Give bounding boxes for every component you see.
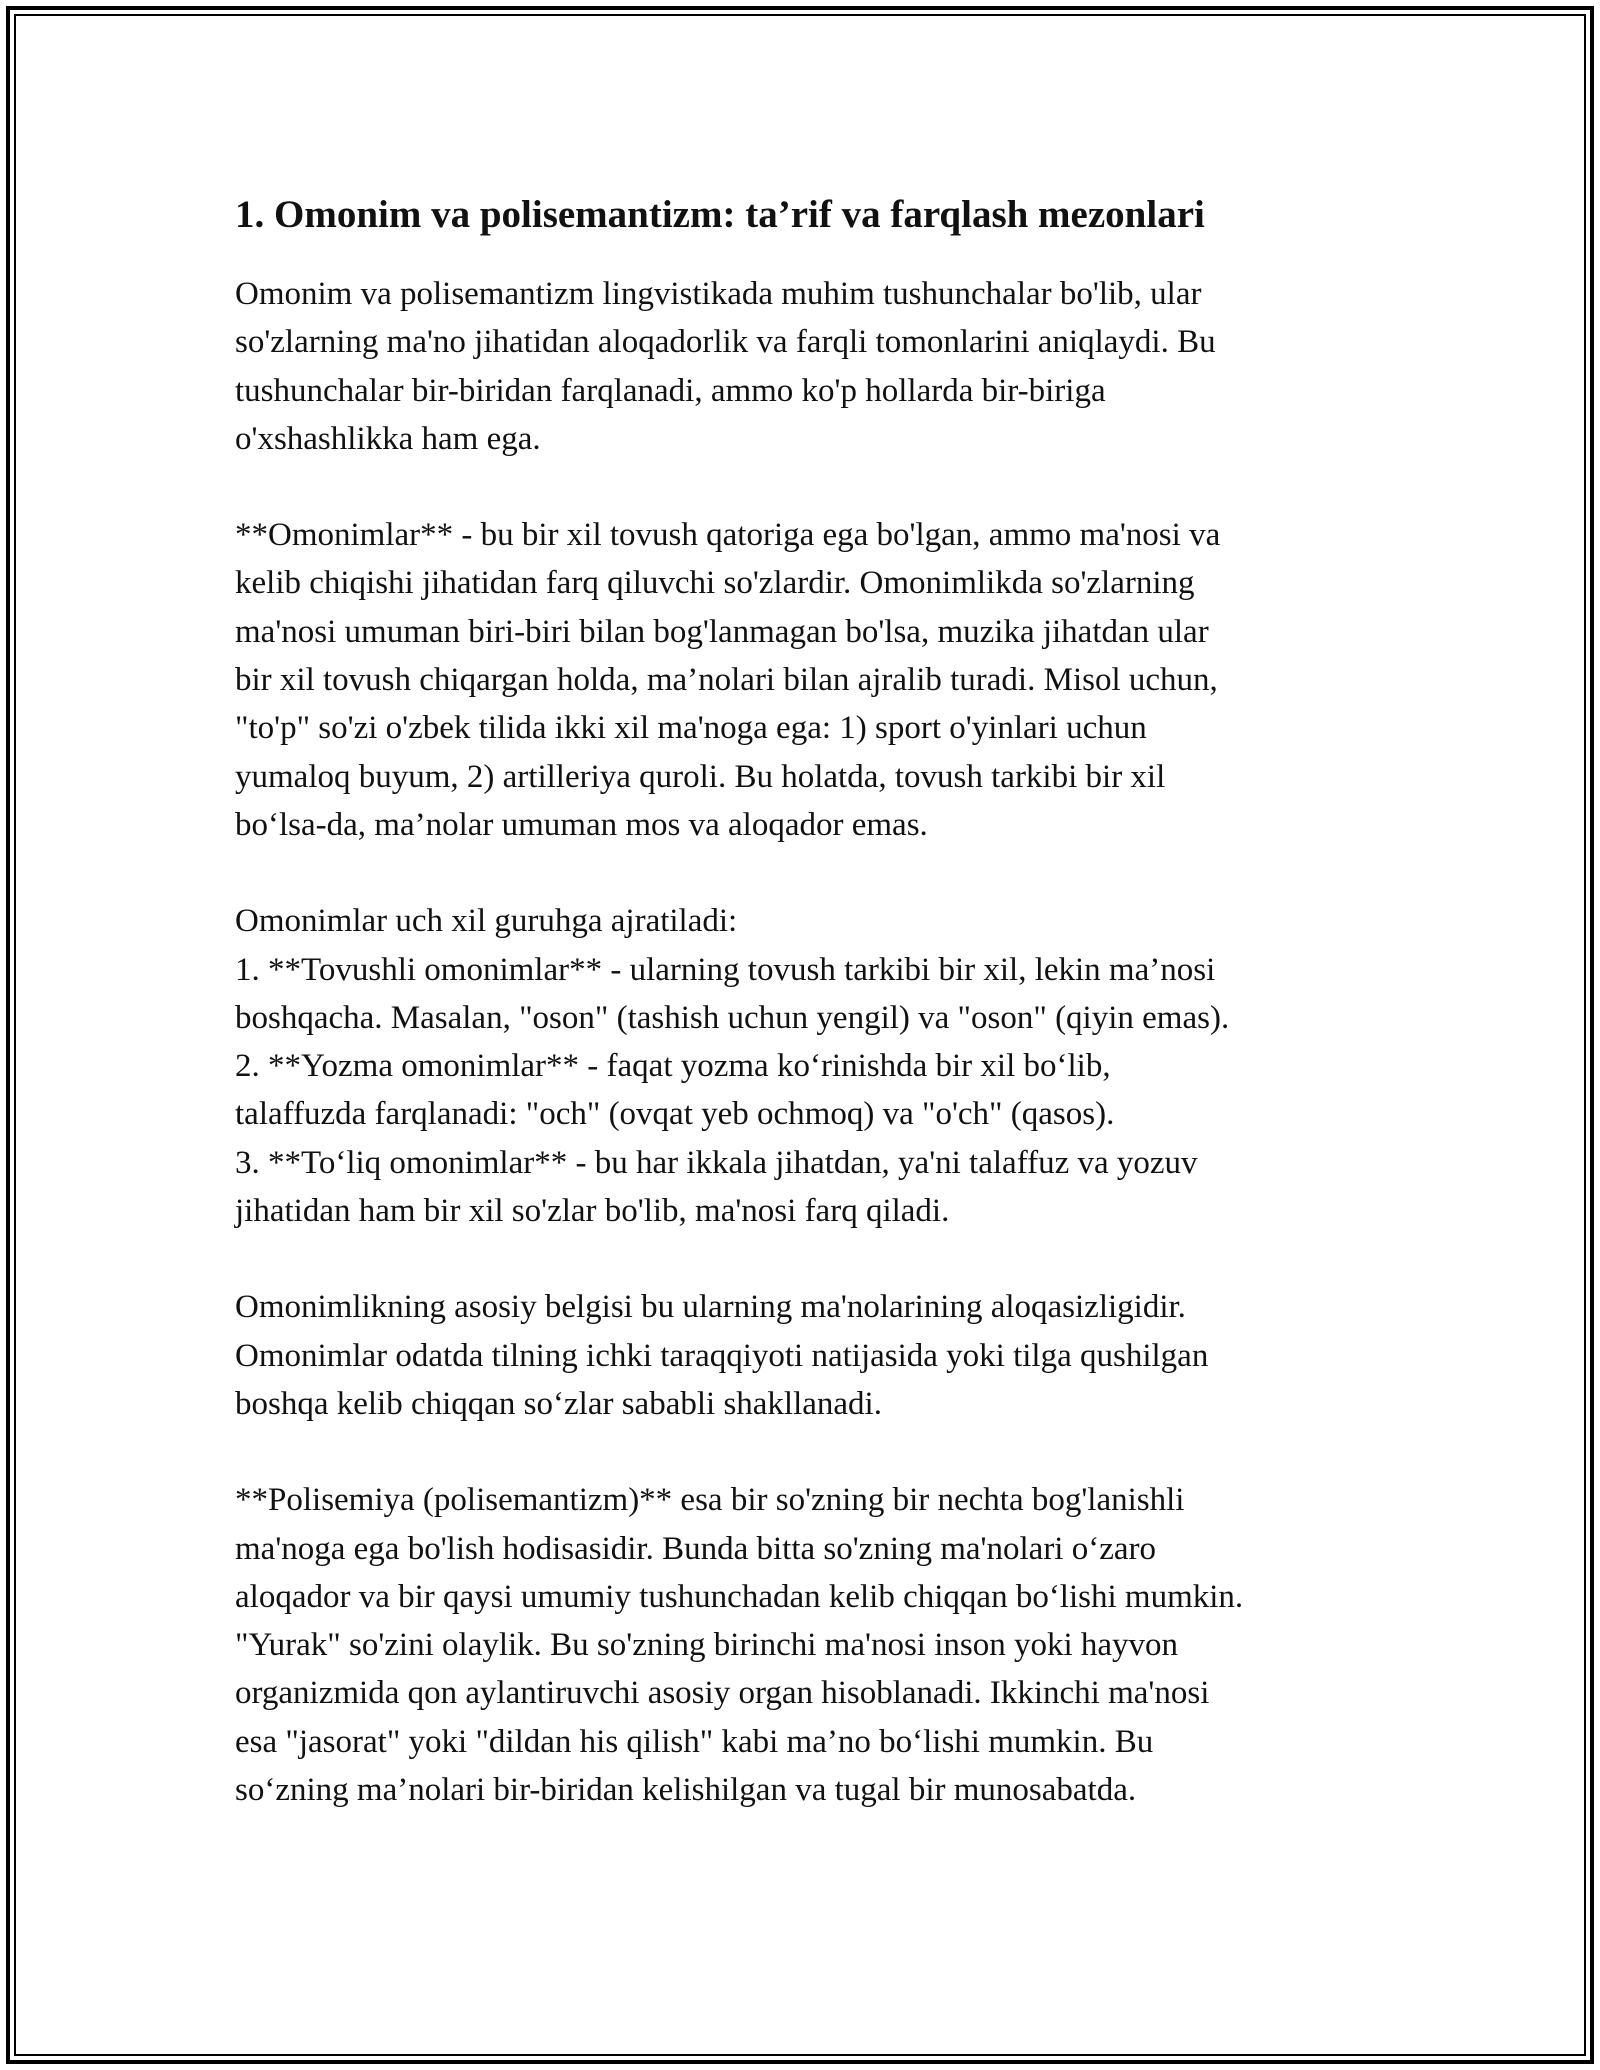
text-line: aloqador va bir qaysi umumiy tushunchadan kelib chiqqan bo‘lishi mumkin. (235, 1578, 1244, 1615)
paragraph-intro (235, 270, 1375, 463)
text-line: **Polisemiya (polisemantizm)** esa bir so'zning bir nechta bog'lanishli (235, 1482, 1185, 1519)
text-line: organizmida qon aylantiruvchi asosiy organ hisoblanadi. Ikkinchi ma'nosi (235, 1675, 1210, 1712)
paragraph-homonyms-definition (235, 511, 1375, 849)
text-line: "Yurak" so'zini olaylik. Bu so'zning birinchi ma'nosi inson yoki hayvon (235, 1627, 1179, 1664)
list-item: 3. **To‘liq omonimlar** - bu har ikkala jihatdan, ya'ni talaffuz va yozuv (235, 1144, 1198, 1181)
list-item: 2. **Yozma omonimlar** - faqat yozma ko‘rinishda bir xil bo‘lib, (235, 1048, 1111, 1085)
text-line: Omonimlar uch xil guruhga ajratiladi: (235, 903, 738, 940)
text-line: bo‘lsa-da, ma’nolar umuman mos va aloqador emas. (235, 806, 928, 843)
paragraph-polysemy (235, 1476, 1375, 1814)
text-line: jihatidan ham bir xil so'zlar bo'lib, ma'nosi farq qiladi. (235, 1193, 950, 1230)
document-page (235, 190, 1375, 1862)
text-line: so'zlarning ma'no jihatidan aloqadorlik va farqli tomonlarini aniqlaydi. Bu (235, 324, 1216, 361)
text-line: Omonimlikning asosiy belgisi bu ularning ma'nolarining aloqasizligidir. (235, 1289, 1186, 1326)
text-line: boshqa kelib chiqqan so‘zlar sababli shakllanadi. (235, 1385, 882, 1422)
paragraph-homonymy-features (235, 1283, 1375, 1428)
paragraph-homonym-groups (235, 897, 1375, 1235)
text-line: boshqacha. Masalan, "oson" (tashish uchun yengil) va "oson" (qiyin emas). (235, 999, 1230, 1036)
text-line: bir xil tovush chiqargan holda, ma’nolari bilan ajralib turadi. Misol uchun, (235, 662, 1218, 699)
document-title: 1. Omonim va polisemantizm: ta’rif va farqlash mezonlari (235, 193, 1205, 236)
text-line: tushunchalar bir-biridan farqlanadi, ammo ko'p hollarda bir-biriga (235, 372, 1106, 409)
text-line: "to'p" so'zi o'zbek tilida ikki xil ma'noga ega: 1) sport o'yinlari uchun (235, 710, 1147, 747)
text-line: kelib chiqishi jihatidan farq qiluvchi so'zlardir. Omonimlikda so'zlarning (235, 565, 1195, 602)
text-line: talaffuzda farqlanadi: "och" (ovqat yeb ochmoq) va "o'ch" (qasos). (235, 1096, 1115, 1133)
text-line: o'xshashlikka ham ega. (235, 420, 541, 457)
text-line: yumaloq buyum, 2) artilleriya quroli. Bu holatda, tovush tarkibi bir xil (235, 758, 1166, 795)
text-line: ma'nosi umuman biri-biri bilan bog'lanmagan bo'lsa, muzika jihatdan ular (235, 613, 1209, 650)
text-line: esa "jasorat" yoki "dildan his qilish" kabi ma’no bo‘lishi mumkin. Bu (235, 1723, 1154, 1760)
list-item: 1. **Tovushli omonimlar** - ularning tovush tarkibi bir xil, lekin ma’nosi (235, 951, 1216, 988)
text-line: **Omonimlar** - bu bir xil tovush qatoriga ega bo'lgan, ammo ma'nosi va (235, 517, 1221, 554)
text-line: so‘zning ma’nolari bir-biridan kelishilgan va tugal bir munosabatda. (235, 1772, 1137, 1809)
text-line: Omonim va polisemantizm lingvistikada muhim tushunchalar bo'lib, ular (235, 276, 1202, 312)
text-line: Omonimlar odatda tilning ichki taraqqiyoti natijasida yoki tilga qushilgan (235, 1337, 1209, 1374)
text-line: ma'noga ega bo'lish hodisasidir. Bunda bitta so'zning ma'nolari o‘zaro (235, 1530, 1157, 1567)
